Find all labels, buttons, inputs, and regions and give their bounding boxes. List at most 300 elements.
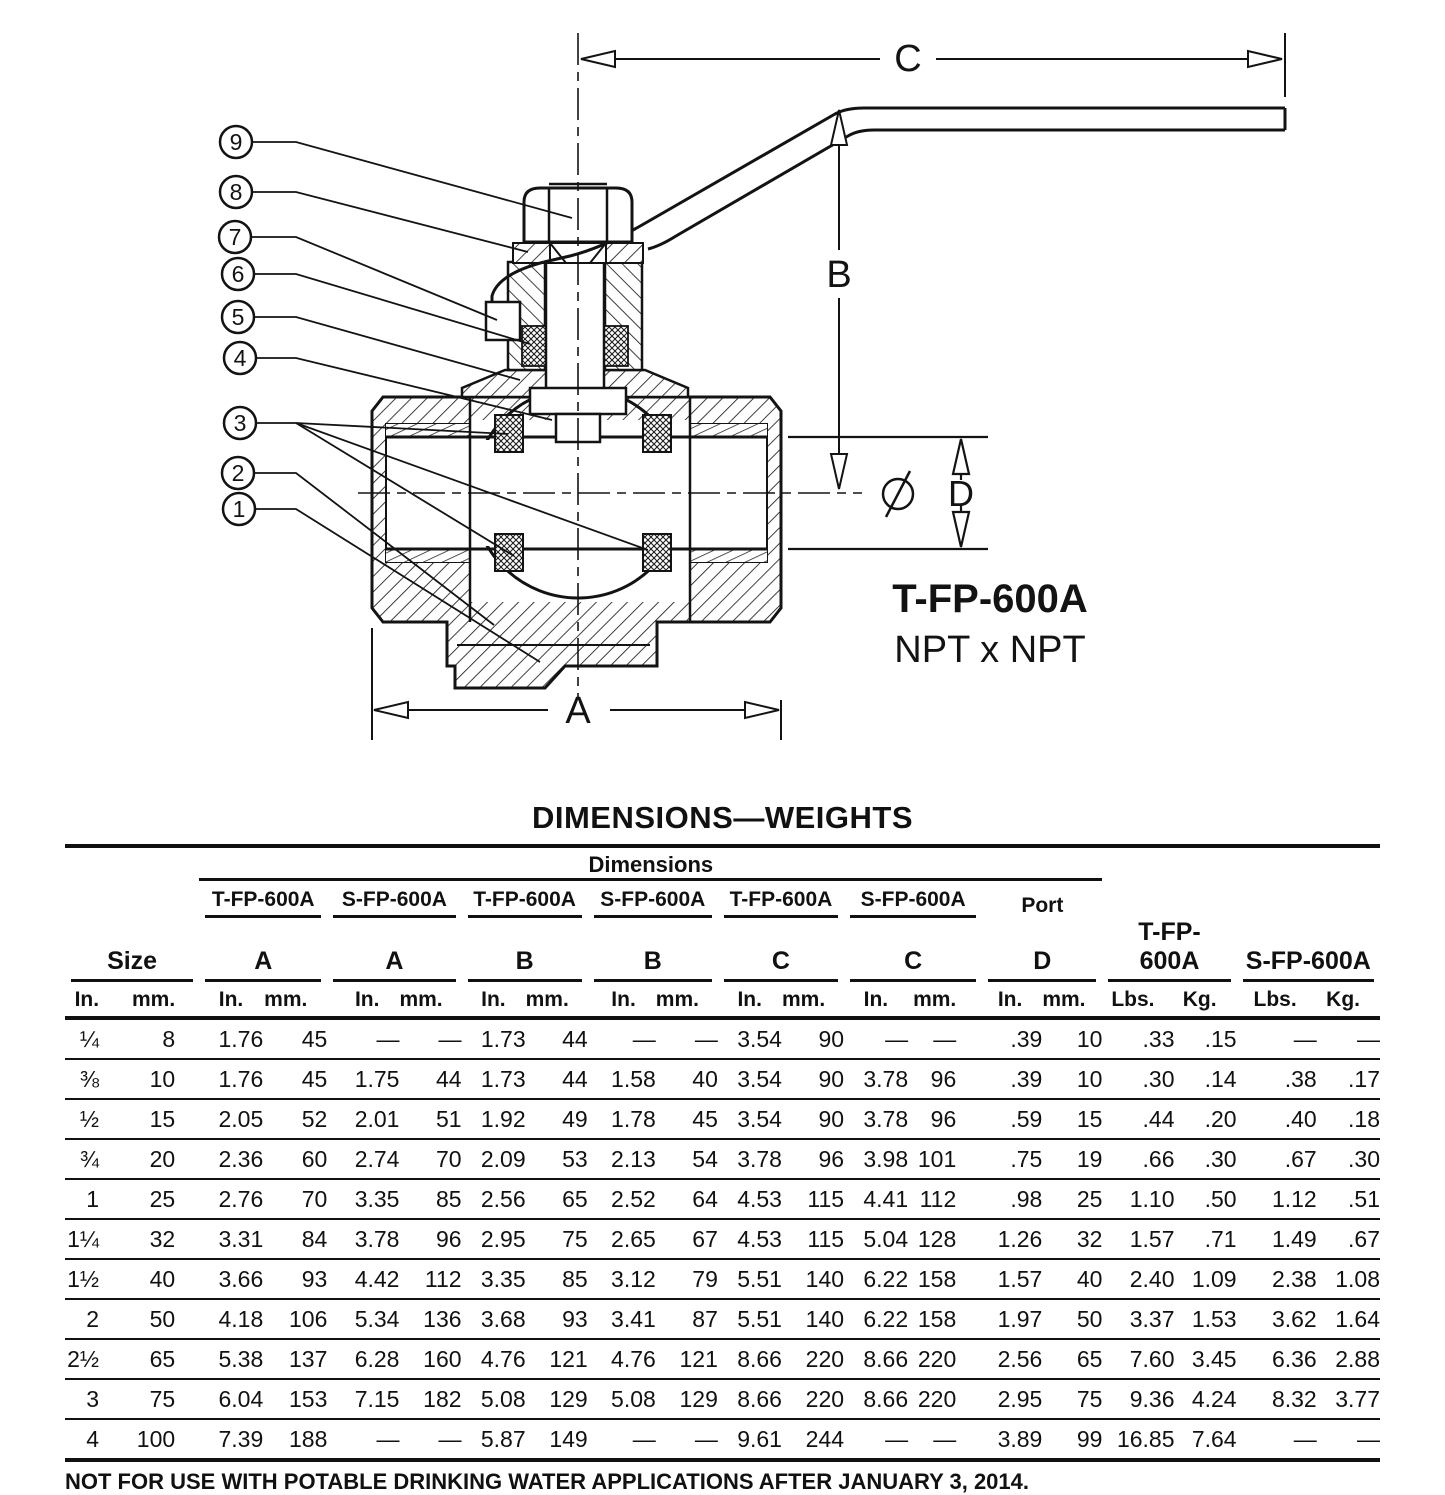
table-cell: 3.35: [327, 1179, 399, 1219]
header-row-dimensions-span: [65, 846, 1380, 880]
unit-mm: mm.: [526, 982, 588, 1018]
table-cell: 3.12: [588, 1259, 656, 1299]
table-cell: 65: [127, 1339, 199, 1379]
letter-s-b: B: [588, 918, 718, 982]
table-cell: 1.73: [480, 1025, 526, 1052]
table-cell: 3.89: [982, 1419, 1042, 1460]
table-row: [65, 1219, 1380, 1259]
table-cell: 6.22: [844, 1259, 908, 1299]
letter-t-b: B: [462, 918, 588, 982]
balloon-7: [219, 221, 251, 253]
table-body: [65, 1018, 1380, 1460]
table-cell: 220: [908, 1339, 982, 1379]
table-cell: 140: [782, 1259, 844, 1299]
table-cell: 45: [301, 1025, 328, 1052]
table-cell: 2.95: [462, 1219, 526, 1259]
table-cell: .59: [982, 1099, 1042, 1139]
table-cell: 96: [399, 1219, 461, 1259]
table-cell: 2.40: [1102, 1259, 1174, 1299]
table-cell: 45: [656, 1099, 718, 1139]
svg-text:7: 7: [228, 224, 242, 250]
table-cell: 3.54: [737, 1025, 782, 1052]
table-cell: 100: [127, 1419, 199, 1460]
table-cell: 140: [782, 1299, 844, 1339]
table-cell: 25: [127, 1179, 199, 1219]
unit-mm: mm.: [127, 982, 199, 1018]
table-cell: 4.53: [718, 1179, 782, 1219]
table-cell: 84: [263, 1219, 327, 1259]
group-s-b: S-FP-600A: [588, 880, 718, 919]
table-cell: 16.85: [1102, 1419, 1174, 1460]
table-cell: .14: [1175, 1059, 1237, 1099]
table-cell: ⅜: [65, 1059, 127, 1099]
table-cell: .33: [1142, 1025, 1175, 1052]
table-cell: 45: [263, 1059, 327, 1099]
table-cell: 1.57: [1102, 1219, 1174, 1259]
unit-mm: mm.: [1042, 982, 1102, 1018]
table-cell: .30: [1175, 1139, 1237, 1179]
table-cell: 20: [127, 1139, 199, 1179]
table-cell: 6.22: [844, 1299, 908, 1339]
dimension-b: [831, 110, 847, 489]
table-cell: .18: [1317, 1099, 1380, 1139]
balloon-2: [222, 457, 254, 489]
table-cell: 1.76: [199, 1059, 263, 1099]
table-cell: 1.73: [462, 1059, 526, 1099]
table-cell: 5.38: [199, 1339, 263, 1379]
table-cell: —: [632, 1025, 656, 1052]
table-cell: 44: [562, 1025, 588, 1052]
table-cell: 115: [782, 1219, 844, 1259]
table-cell: 3: [65, 1379, 127, 1419]
table-cell: 7.39: [199, 1419, 263, 1460]
table-cell: 3.77: [1317, 1379, 1380, 1419]
table-cell: 54: [656, 1139, 718, 1179]
table-cell: 2.05: [199, 1099, 263, 1139]
table-cell: —: [885, 1025, 909, 1052]
dim-label-b: B: [826, 254, 852, 296]
table-cell: 5.51: [718, 1299, 782, 1339]
table-cell: 3.78: [844, 1099, 908, 1139]
table-cell: .67: [1317, 1219, 1380, 1259]
dimension-c: [581, 33, 1285, 97]
balloon-3: [224, 407, 256, 439]
table-cell: 121: [656, 1339, 718, 1379]
table-cell: .39: [1010, 1025, 1043, 1052]
table-cell: 99: [1042, 1419, 1102, 1460]
table-cell: 52: [263, 1099, 327, 1139]
table-row: [65, 1139, 1380, 1179]
header-row-groups: [65, 880, 1380, 919]
table-cell: 3.35: [462, 1259, 526, 1299]
table-cell: 220: [782, 1339, 844, 1379]
table-cell: 93: [526, 1299, 588, 1339]
table-cell: 3.41: [588, 1299, 656, 1339]
table-cell: 85: [399, 1179, 461, 1219]
table-cell: 8.66: [844, 1379, 908, 1419]
letter-t-c: C: [718, 918, 844, 982]
table-cell: 40: [127, 1259, 199, 1299]
diameter-symbol: [883, 471, 913, 517]
header-row-letters: [65, 918, 1380, 982]
table-cell: ¾: [65, 1139, 127, 1179]
table-cell: 1.64: [1317, 1299, 1380, 1339]
table-cell: 4.42: [327, 1259, 399, 1299]
table-cell: 60: [263, 1139, 327, 1179]
table-row: [65, 1339, 1380, 1379]
table-cell: 128: [908, 1219, 982, 1259]
table-cell: 5.04: [844, 1219, 908, 1259]
table-cell: 6.04: [199, 1379, 263, 1419]
table-cell: 53: [526, 1139, 588, 1179]
port-letter: D: [982, 918, 1102, 982]
dimensions-span-header: Dimensions: [199, 846, 1102, 880]
table-cell: 112: [399, 1259, 461, 1299]
packing-right: [604, 326, 628, 366]
table-cell: 65: [526, 1179, 588, 1219]
table-cell: —: [844, 1419, 908, 1460]
port-label: Port: [1021, 894, 1064, 917]
table-cell: .50: [1175, 1179, 1237, 1219]
table-cell: .39: [982, 1059, 1042, 1099]
table-cell: 106: [263, 1299, 327, 1339]
table-cell: 158: [908, 1299, 982, 1339]
unit-mm: mm.: [908, 982, 982, 1018]
table-cell: 70: [399, 1139, 461, 1179]
table-cell: .71: [1175, 1219, 1237, 1259]
table-cell: 1.09: [1175, 1259, 1237, 1299]
table-cell: 2.01: [327, 1099, 399, 1139]
table-cell: 96: [908, 1059, 982, 1099]
table-cell: 153: [263, 1379, 327, 1419]
table-cell: —: [588, 1419, 656, 1460]
table-cell: 8: [162, 1025, 176, 1052]
table-cell: 115: [782, 1179, 844, 1219]
table-cell: 7.15: [327, 1379, 399, 1419]
table-cell: 1.97: [982, 1299, 1042, 1339]
table-cell: 3.78: [327, 1219, 399, 1259]
table-cell: .17: [1317, 1059, 1380, 1099]
table-cell: 244: [782, 1419, 844, 1460]
table-cell: 2: [65, 1299, 127, 1339]
table-cell: .38: [1237, 1059, 1317, 1099]
table-cell: —: [694, 1025, 718, 1052]
balloon-6: [222, 258, 254, 290]
table-cell: 90: [782, 1099, 844, 1139]
table-cell: 70: [263, 1179, 327, 1219]
table-cell: 1.75: [327, 1059, 399, 1099]
table-cell: 3.37: [1102, 1299, 1174, 1339]
table-cell: 3.78: [718, 1139, 782, 1179]
table-cell: 1.12: [1237, 1179, 1317, 1219]
letter-t-a: A: [199, 918, 327, 982]
table-cell: 1.49: [1237, 1219, 1317, 1259]
unit-in: In.: [718, 982, 782, 1018]
unit-kg: Kg.: [1317, 982, 1380, 1018]
table-cell: 3.78: [844, 1059, 908, 1099]
table-cell: 4.18: [199, 1299, 263, 1339]
table-cell: 9.36: [1102, 1379, 1174, 1419]
table-cell: 93: [263, 1259, 327, 1299]
table-cell: 64: [656, 1179, 718, 1219]
table-row: [65, 1419, 1380, 1460]
table-cell: 2½: [65, 1339, 127, 1379]
model-label: T-FP-600A: [892, 577, 1088, 621]
unit-mm: mm.: [782, 982, 844, 1018]
table-cell: 1.58: [588, 1059, 656, 1099]
table-cell: ½: [65, 1099, 127, 1139]
table-cell: 220: [782, 1379, 844, 1419]
table-cell: 90: [818, 1025, 845, 1052]
table-cell: 4: [65, 1419, 127, 1460]
table-cell: 40: [1042, 1259, 1102, 1299]
table-cell: .75: [982, 1139, 1042, 1179]
table-cell: 4.53: [718, 1219, 782, 1259]
unit-in: In.: [844, 982, 908, 1018]
table-cell: 2.56: [982, 1339, 1042, 1379]
table-cell: 101: [908, 1139, 982, 1179]
table-cell: 90: [782, 1059, 844, 1099]
handle-stop: [486, 302, 520, 340]
balloon-9: [220, 126, 252, 158]
table-cell: 10: [1076, 1025, 1103, 1052]
unit-in: In.: [199, 982, 263, 1018]
table-cell: 2.65: [588, 1219, 656, 1259]
table-cell: 1.26: [982, 1219, 1042, 1259]
table-cell: 5.08: [588, 1379, 656, 1419]
table-cell: 40: [656, 1059, 718, 1099]
table-cell: 137: [263, 1339, 327, 1379]
group-t-b: T-FP-600A: [462, 880, 588, 919]
unit-in: In.: [588, 982, 656, 1018]
table-cell: .98: [982, 1179, 1042, 1219]
table-cell: 2.74: [327, 1139, 399, 1179]
group-t-c: T-FP-600A: [718, 880, 844, 919]
table-cell: 32: [127, 1219, 199, 1259]
table-cell: 7.60: [1102, 1339, 1174, 1379]
table-cell: —: [376, 1025, 400, 1052]
table-cell: 129: [656, 1379, 718, 1419]
table-cell: .67: [1237, 1139, 1317, 1179]
unit-in: In.: [462, 982, 526, 1018]
table-cell: 1.53: [1175, 1299, 1237, 1339]
table-cell: .44: [1102, 1099, 1174, 1139]
table-cell: 1: [65, 1179, 127, 1219]
balloon-1: [223, 493, 255, 525]
unit-in: In.: [327, 982, 399, 1018]
table-cell: .40: [1237, 1099, 1317, 1139]
letter-s-a: A: [327, 918, 461, 982]
table-cell: 67: [656, 1219, 718, 1259]
table-cell: —: [1237, 1419, 1317, 1460]
table-cell: 3.31: [199, 1219, 263, 1259]
table-cell: .30: [1317, 1139, 1380, 1179]
table-cell: 220: [908, 1379, 982, 1419]
table-cell: .30: [1102, 1059, 1174, 1099]
table-row: [65, 1179, 1380, 1219]
table-cell: 188: [263, 1419, 327, 1460]
table-cell: 2.88: [1317, 1339, 1380, 1379]
table-cell: 149: [526, 1419, 588, 1460]
table-cell: —: [327, 1419, 399, 1460]
table-cell: 19: [1042, 1139, 1102, 1179]
size-header: Size: [65, 918, 199, 982]
table-cell: 4.76: [588, 1339, 656, 1379]
table-cell: 9.61: [718, 1419, 782, 1460]
table-cell: 158: [908, 1259, 982, 1299]
svg-text:3: 3: [233, 410, 247, 436]
table-cell: 1.08: [1317, 1259, 1380, 1299]
letter-s-c: C: [844, 918, 982, 982]
table-row: [65, 1018, 1380, 1059]
svg-text:5: 5: [231, 304, 245, 330]
table-cell: ¼: [79, 1025, 100, 1052]
table-cell: 5.08: [462, 1379, 526, 1419]
table-cell: 3.66: [199, 1259, 263, 1299]
unit-lbs: Lbs.: [1102, 982, 1174, 1018]
packing-left: [522, 326, 546, 366]
table-cell: 65: [1042, 1339, 1102, 1379]
connection-label: NPT x NPT: [894, 629, 1086, 671]
table-cell: 6.28: [327, 1339, 399, 1379]
table-cell: 15: [127, 1099, 199, 1139]
table-cell: .15: [1204, 1025, 1237, 1052]
table-cell: 2.56: [462, 1179, 526, 1219]
svg-text:6: 6: [231, 261, 245, 287]
unit-in: In.: [982, 982, 1042, 1018]
table-cell: 10: [127, 1059, 199, 1099]
dimensions-weights-section: [65, 800, 1380, 1495]
table-row: [65, 1099, 1380, 1139]
table-cell: 96: [782, 1139, 844, 1179]
table-cell: 44: [526, 1059, 588, 1099]
table-cell: 129: [526, 1379, 588, 1419]
group-s-a: S-FP-600A: [327, 880, 461, 919]
svg-text:4: 4: [233, 345, 247, 371]
table-cell: 3.45: [1175, 1339, 1237, 1379]
table-cell: 49: [526, 1099, 588, 1139]
table-cell: 25: [1042, 1179, 1102, 1219]
unit-kg: Kg.: [1175, 982, 1237, 1018]
table-cell: 1.92: [462, 1099, 526, 1139]
svg-text:2: 2: [231, 460, 245, 486]
table-cell: —: [1357, 1025, 1380, 1052]
table-cell: 87: [656, 1299, 718, 1339]
table-cell: 44: [399, 1059, 461, 1099]
table-cell: 79: [656, 1259, 718, 1299]
table-cell: 5.87: [462, 1419, 526, 1460]
table-cell: 3.54: [718, 1059, 782, 1099]
group-t-a: T-FP-600A: [199, 880, 327, 919]
table-cell: —: [933, 1025, 957, 1052]
table-cell: 1¼: [65, 1219, 127, 1259]
table-cell: 6.36: [1237, 1339, 1317, 1379]
unit-lbs: Lbs.: [1237, 982, 1317, 1018]
table-cell: 5.51: [718, 1259, 782, 1299]
table-cell: 4.41: [844, 1179, 908, 1219]
table-cell: 96: [908, 1099, 982, 1139]
table-cell: 3.98: [844, 1139, 908, 1179]
balloon-8: [220, 176, 252, 208]
table-cell: 10: [1042, 1059, 1102, 1099]
table-cell: 1.78: [588, 1099, 656, 1139]
table-cell: 121: [526, 1339, 588, 1379]
table-cell: 2.36: [199, 1139, 263, 1179]
balloon-4: [224, 342, 256, 374]
table-cell: 32: [1042, 1219, 1102, 1259]
table-cell: 50: [1042, 1299, 1102, 1339]
table-title: DIMENSIONS—WEIGHTS: [531, 800, 913, 835]
table-row: [65, 1379, 1380, 1419]
table-cell: 75: [526, 1219, 588, 1259]
svg-text:8: 8: [229, 179, 243, 205]
table-cell: 1.76: [218, 1025, 264, 1052]
table-cell: —: [399, 1419, 461, 1460]
table-cell: 7.64: [1175, 1419, 1237, 1460]
svg-text:1: 1: [232, 496, 246, 522]
table-cell: 75: [127, 1379, 199, 1419]
table-cell: 8.66: [844, 1339, 908, 1379]
svg-text:9: 9: [229, 129, 243, 155]
callout-balloons: [219, 126, 256, 525]
table-cell: .66: [1102, 1139, 1174, 1179]
table-cell: 85: [526, 1259, 588, 1299]
table-cell: 8.32: [1237, 1379, 1317, 1419]
dim-label-a: A: [565, 690, 591, 732]
table-cell: 8.66: [718, 1379, 782, 1419]
table-cell: 160: [399, 1339, 461, 1379]
table-cell: —: [656, 1419, 718, 1460]
table-cell: 3.68: [462, 1299, 526, 1339]
table-cell: —: [438, 1025, 462, 1052]
unit-in: In.: [65, 982, 127, 1018]
balloon-5: [222, 301, 254, 333]
table-cell: 3.62: [1237, 1299, 1317, 1339]
right-thread-top: [683, 424, 767, 437]
unit-mm: mm.: [263, 982, 327, 1018]
table-cell: 2.13: [588, 1139, 656, 1179]
right-thread-bottom: [683, 549, 767, 562]
table-cell: 112: [908, 1179, 982, 1219]
table-cell: 2.76: [199, 1179, 263, 1219]
unit-mm: mm.: [656, 982, 718, 1018]
table-cell: 1½: [65, 1259, 127, 1299]
table-cell: 75: [1042, 1379, 1102, 1419]
table-cell: —: [1293, 1025, 1317, 1052]
table-cell: 3.54: [718, 1099, 782, 1139]
dim-label-d: D: [948, 473, 974, 514]
table-cell: —: [908, 1419, 982, 1460]
table-cell: .51: [1317, 1179, 1380, 1219]
table-row: [65, 1299, 1380, 1339]
table-cell: 4.24: [1175, 1379, 1237, 1419]
table-cell: —: [1317, 1419, 1380, 1460]
unit-mm: mm.: [399, 982, 461, 1018]
weight-group-s: S-FP-600A: [1237, 918, 1380, 982]
group-s-c: S-FP-600A: [844, 880, 982, 919]
dimensions-weights-table: [65, 844, 1380, 1462]
table-cell: 50: [127, 1299, 199, 1339]
table-cell: 2.52: [588, 1179, 656, 1219]
table-cell: 1.10: [1102, 1179, 1174, 1219]
table-cell: 1.57: [982, 1259, 1042, 1299]
table-cell: 5.34: [327, 1299, 399, 1339]
table-cell: 2.95: [982, 1379, 1042, 1419]
table-cell: 51: [399, 1099, 461, 1139]
potable-water-note: NOT FOR USE WITH POTABLE DRINKING WATER APPLICATIONS AFTER JANUARY 3, 2014.: [65, 1469, 1029, 1494]
table-cell: 2.38: [1237, 1259, 1317, 1299]
weight-group-t: T-FP-600A: [1102, 918, 1236, 982]
